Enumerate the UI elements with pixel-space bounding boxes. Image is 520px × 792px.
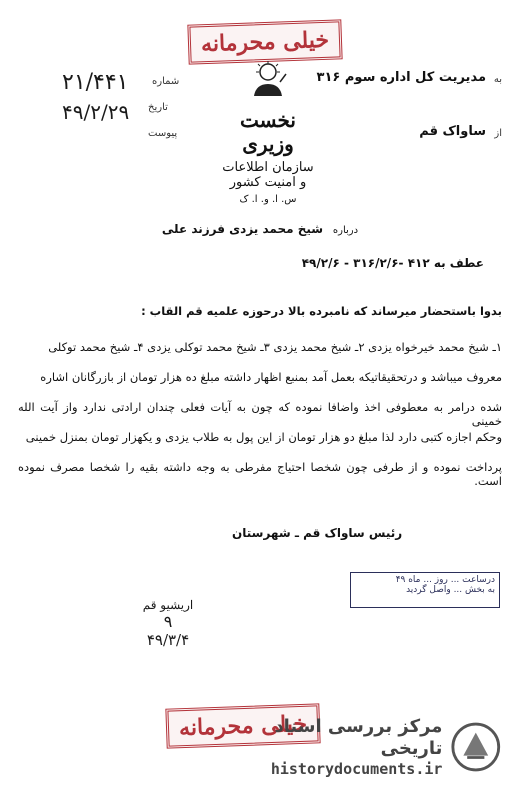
body-line: شده درامر به معطوفی اخذ واضافا نموده که چون به آیات فعلی چندان ارادتی ندارد واز آیت الله خمینی bbox=[18, 400, 502, 428]
signature-title: رئیس ساواک قم ـ شهرستان bbox=[232, 526, 403, 540]
letter-number-value: ۲۱/۴۴۱ bbox=[62, 70, 129, 95]
body-line: وحکم اجازه کتبی دارد لذا مبلغ دو هزار تومان از این پول به طلاب یزدی و یکهزار تومان بمنزل خمینی bbox=[25, 430, 502, 444]
lion-and-sun-emblem-icon bbox=[246, 60, 290, 100]
from-label: از bbox=[494, 128, 502, 139]
archive-note bbox=[138, 598, 198, 649]
body-line: پرداخت نموده و از طرفی چون شخصا احتیاج مفرطی به وجه داشته بقیه را شخصا مصرف نموده است. bbox=[18, 460, 502, 488]
archive-note-line2: ۹ bbox=[163, 612, 173, 631]
top-confidential-stamp: خیلی محرمانه bbox=[187, 19, 342, 64]
bottom-confidential-stamp: خیلی محرمانه bbox=[165, 703, 320, 748]
watermark bbox=[217, 716, 502, 778]
letterhead bbox=[218, 60, 318, 205]
to-label: به bbox=[493, 74, 502, 85]
watermark-text bbox=[217, 716, 442, 777]
subject-value: شیخ محمد یزدی فرزند علی bbox=[161, 222, 324, 236]
subject-label: درباره bbox=[332, 225, 359, 236]
archive-note-line1: اریشیو قم bbox=[142, 598, 194, 612]
letter-date-value: ۴۹/۲/۲۹ bbox=[62, 100, 130, 124]
receipt-stamp-line2: به بخش ... واصل گردید bbox=[406, 585, 495, 595]
watermark-logo-icon bbox=[450, 720, 502, 774]
org-title: نخست وزیری bbox=[240, 108, 296, 156]
archive-note-line3: ۴۹/۳/۴ bbox=[146, 631, 190, 649]
attachment-label: پیوست bbox=[148, 128, 178, 139]
number-label: شماره bbox=[152, 76, 180, 87]
subject-row bbox=[20, 222, 500, 236]
watermark-title: مرکز بررسی اسناد تاریخی bbox=[274, 716, 443, 759]
receipt-stamp-line1: درساعت ... روز ... ماه ۴۹ bbox=[395, 575, 495, 585]
org-code: س. ا. و. ا. ک bbox=[239, 194, 297, 205]
sender-value: ساواک قم bbox=[419, 124, 486, 139]
body-intro: بدوا باستحضار میرساند که نامبرده بالا درحوزه علمیه قم القاب : bbox=[141, 304, 502, 318]
watermark-url: historydocuments.ir bbox=[270, 759, 443, 778]
recipient-value: مدیریت کل اداره سوم ۳۱۶ bbox=[316, 70, 486, 85]
date-label: تاریخ bbox=[148, 102, 168, 113]
reference-line: عطف به ۴۱۲ -۳۱۶/۲/۶ - ۴۹/۲/۶ bbox=[301, 256, 484, 270]
receipt-stamp bbox=[350, 572, 500, 608]
body-line: معروف میباشد و درتحقیقاتیکه بعمل آمد بمنبع اظهار داشته مبلغ ده هزار تومان از بازرگانان اشاره bbox=[40, 370, 502, 384]
body-line: ۱ـ شیخ محمد خیرخواه یزدی ۲ـ شیخ محمد یزدی ۳ـ شیخ محمد توکلی یزدی ۴ـ شیخ محمد توکلی bbox=[48, 340, 502, 354]
org-subtitle: سازمان اطلاعات و امنیت کشور bbox=[222, 160, 314, 190]
